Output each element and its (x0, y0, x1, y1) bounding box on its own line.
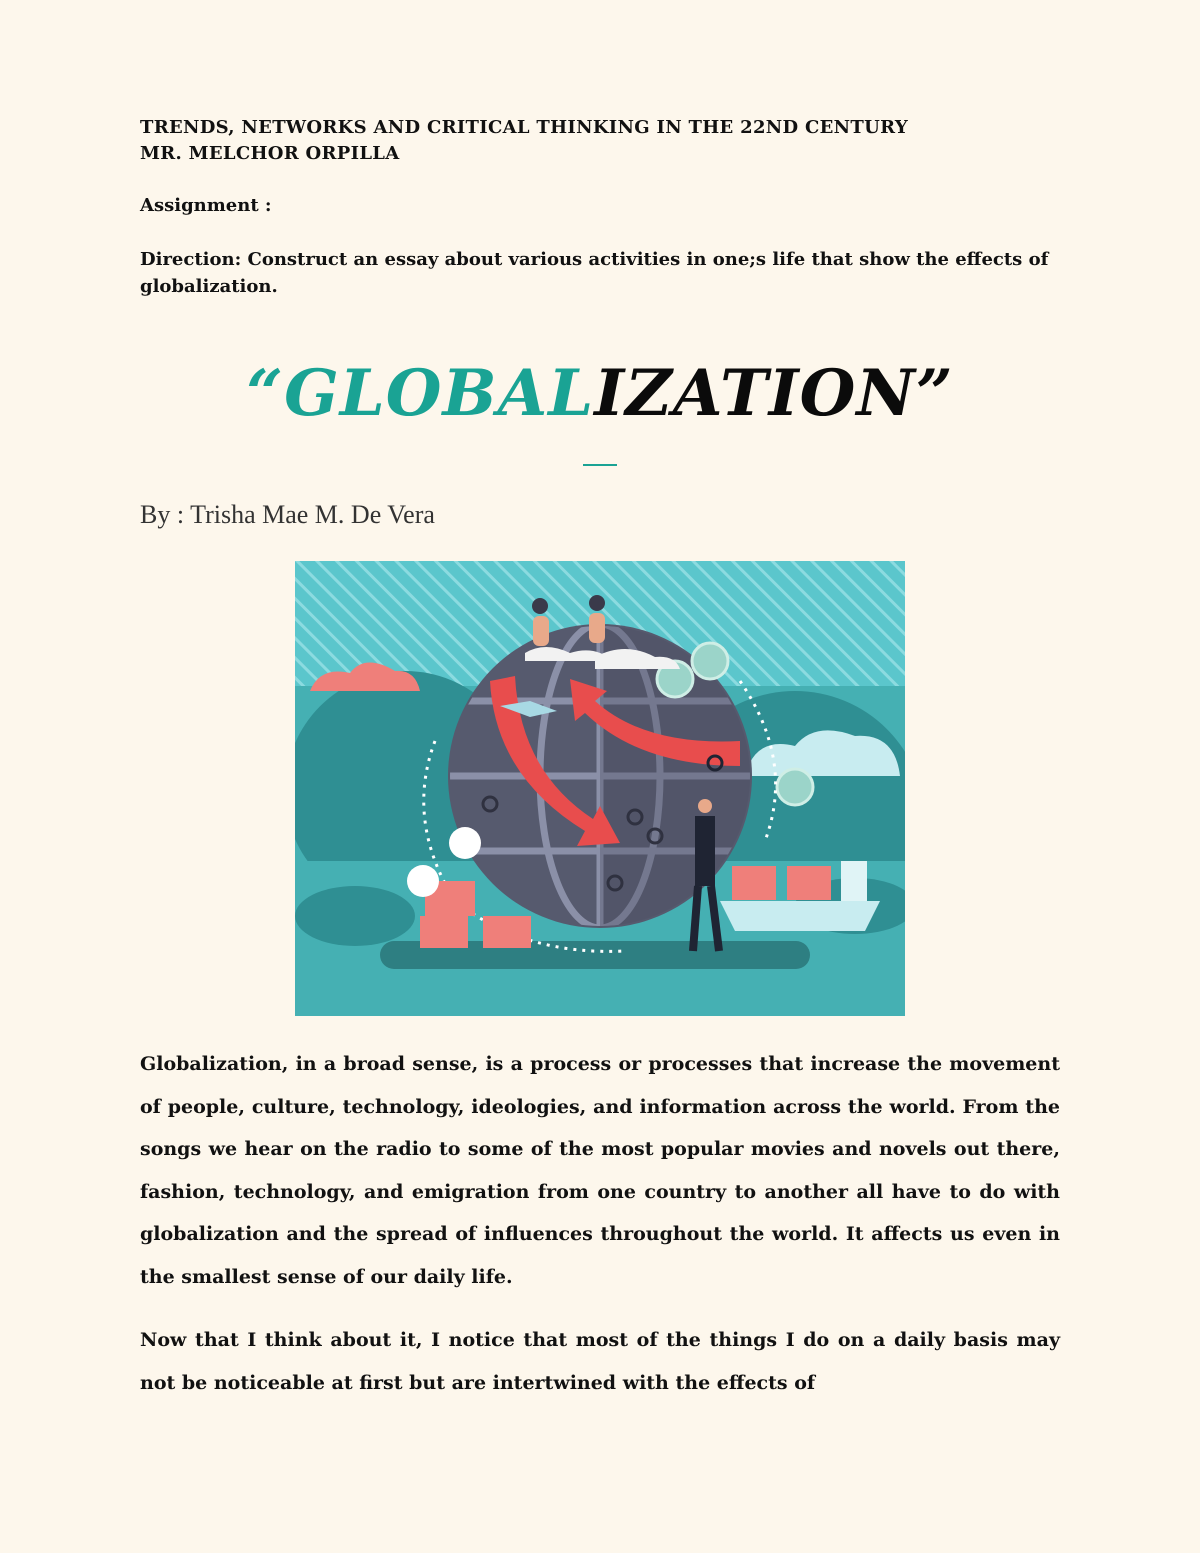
title-divider (583, 464, 617, 466)
course-title: TRENDS, NETWORKS AND CRITICAL THINKING IN THE 22ND CENTURY (140, 117, 908, 138)
ship-bridge-icon (841, 861, 867, 901)
fg-hill-left (295, 886, 415, 946)
speech-bubble-icon (449, 827, 481, 859)
person-head-icon (589, 595, 605, 611)
speech-bubble-icon (407, 865, 439, 897)
essay-paragraph-1: Globalization, in a broad sense, is a process or processes that increase the movement of people, culture, technology, ideologies, and information across the world. From the songs we hear on the radio to some of the most popular movies and novels out there, fashion, technology, and emigration from one country to another all have to do with globalization and the spread of influences throughout the world. It affects us even in the smallest sense of our daily life. (140, 1053, 1060, 1288)
person-body-icon (533, 616, 549, 646)
cargo-box-icon (483, 916, 531, 948)
essay-title (0, 356, 1200, 431)
businessman-head-icon (698, 799, 712, 813)
instructor-name: MR. MELCHOR ORPILLA (140, 143, 400, 164)
person-head-icon (532, 598, 548, 614)
dollar-coin-icon (777, 769, 813, 805)
person-body-icon (589, 613, 605, 643)
title-open-quote: “ (246, 356, 285, 431)
assignment-label: Assignment : (140, 195, 272, 216)
cargo-ship-icon (720, 901, 880, 931)
author-byline: By : Trisha Mae M. De Vera (140, 500, 435, 529)
cargo-box-icon (420, 916, 468, 948)
globalization-illustration (295, 561, 905, 1016)
dollar-coin-icon (692, 643, 728, 679)
title-close-quote: ” (915, 356, 954, 431)
assignment-direction: Direction: Construct an essay about various activities in one;s life that show the effects of globalization. (140, 249, 1049, 297)
essay-paragraph-2: Now that I think about it, I notice that most of the things I do on a daily basis may not be noticeable at first but are intertwined with the effects of (140, 1329, 1060, 1394)
title-part-global: GLOBAL (284, 356, 595, 431)
businessman-body-icon (695, 816, 715, 886)
title-part-ization: IZATION (594, 356, 916, 431)
cargo-box-icon (732, 866, 776, 900)
cargo-box-icon (787, 866, 831, 900)
businessman-leg-icon (693, 886, 698, 951)
course-header (140, 115, 908, 167)
